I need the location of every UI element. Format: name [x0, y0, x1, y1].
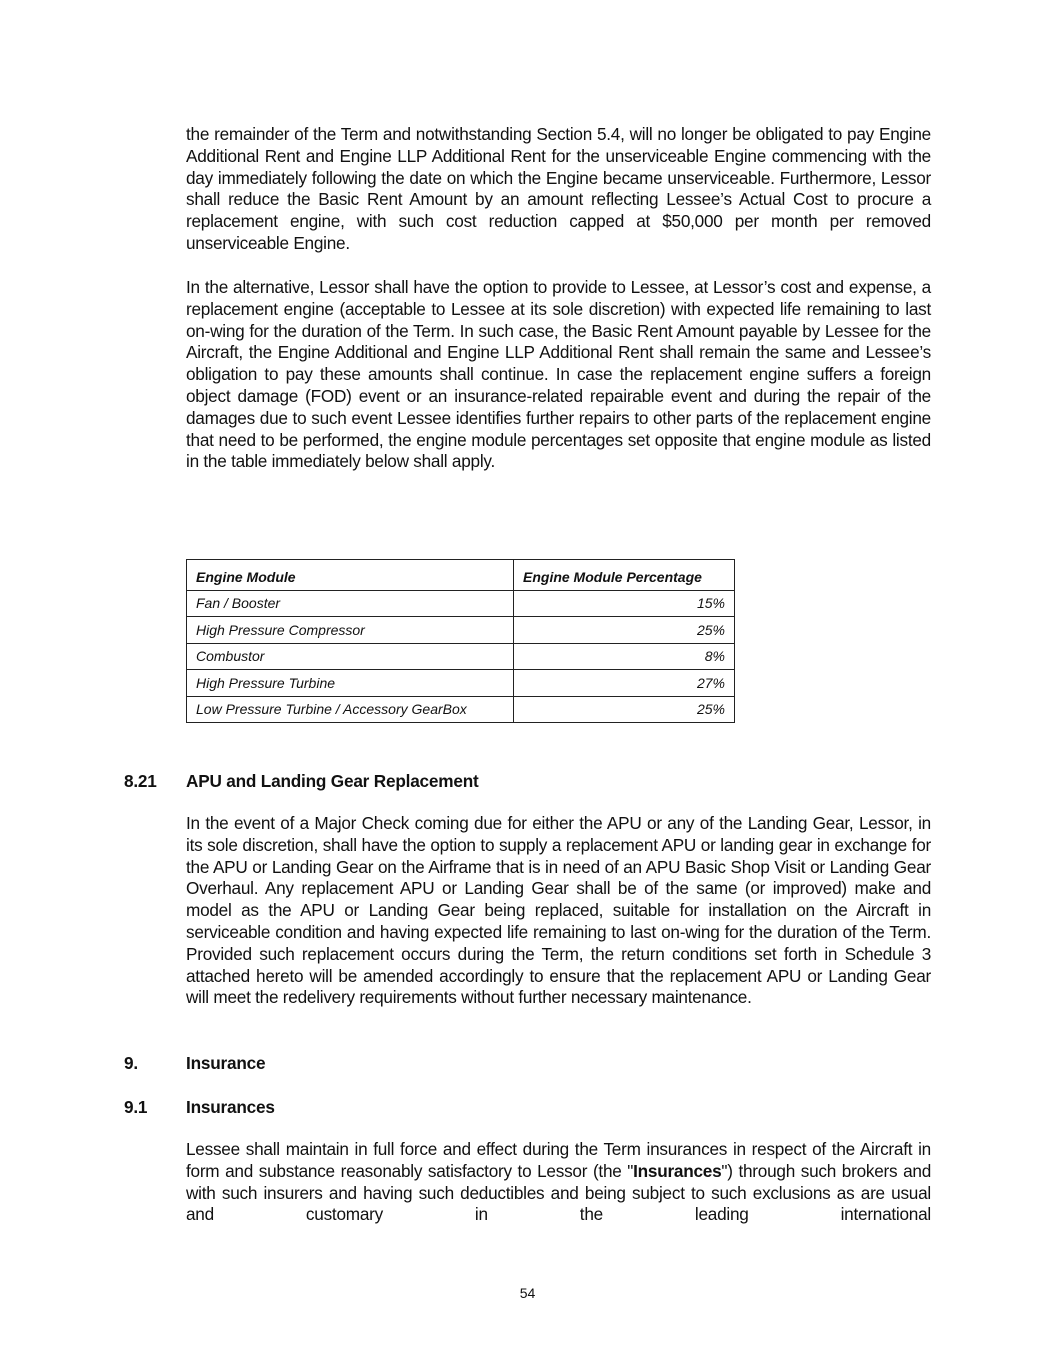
- insurances-text-start: Lessee shall maintain in full force and effect during the Term insurances in respect of the Aircraft in form and substance reasonably satisfactory to Lessor (the ": [186, 1139, 931, 1181]
- table-row: [187, 643, 735, 670]
- module-name-cell: Fan / Booster: [187, 590, 514, 617]
- module-name-cell: High Pressure Turbine: [187, 670, 514, 697]
- table-header-row: [187, 560, 735, 591]
- paragraph-engine-rent-reduction: the remainder of the Term and notwithstanding Section 5.4, will no longer be obligated to pay Engine Additional Rent and Engine LLP Additional Rent for the unserviceable Engine commencing with the day immediately following the date on which the Engine became unserviceable. Furthermore, Lessor shall reduce the Basic Rent Amount by an amount reflecting Lessee’s Actual Cost to procure a replacement engine, with such cost reduction capped at $50,000 per month per removed unserviceable Engine.: [186, 124, 931, 253]
- table-row: [187, 696, 735, 723]
- paragraph-insurances: [186, 1139, 931, 1226]
- module-percentage-cell: 25%: [514, 617, 735, 644]
- table-row: [187, 670, 735, 697]
- engine-module-percentage-table: [186, 559, 735, 723]
- module-percentage-cell: 25%: [514, 696, 735, 723]
- section-heading-8-21: [124, 770, 479, 792]
- module-percentage-cell: 15%: [514, 590, 735, 617]
- section-title: APU and Landing Gear Replacement: [186, 771, 479, 791]
- module-percentage-cell: 8%: [514, 643, 735, 670]
- section-number: 8.21: [124, 771, 157, 791]
- section-title: Insurances: [186, 1097, 275, 1117]
- section-title: Insurance: [186, 1053, 266, 1073]
- table-row: [187, 590, 735, 617]
- insurances-text-end: ") through such brokers and with such insurers and having such deductibles and being subject to such exclusions as are usual and customary in the leading international: [186, 1160, 932, 1225]
- section-heading-9-1: [124, 1096, 275, 1118]
- page-number: 54: [519, 1285, 536, 1301]
- module-name-cell: Low Pressure Turbine / Accessory GearBox: [187, 696, 514, 723]
- paragraph-replacement-engine-alternative: In the alternative, Lessor shall have the option to provide to Lessee, at Lessor’s cost and expense, a replacement engine (acceptable to Lessee at its sole discretion) with expected life remaining to last on-wing for the duration of the Term. In such case, the Basic Rent Amount payable by Lessee for the Aircraft, the Engine Additional and Engine LLP Additional Rent shall remain the same and Lessee’s obligation to pay these amounts shall continue. In case the replacement engine suffers a foreign object damage (FOD) event or an insurance-related repairable event and during the repair of the damages due to such event Lessee identifies further repairs to other parts of the replacement engine that need to be performed, the engine module percentages set opposite that engine module as listed in the table immediately below shall apply.: [186, 277, 931, 472]
- module-name-cell: High Pressure Compressor: [187, 617, 514, 644]
- column-header-percentage: Engine Module Percentage: [514, 560, 735, 591]
- table-row: [187, 617, 735, 644]
- module-name-cell: Combustor: [187, 643, 514, 670]
- paragraph-apu-landing-gear: In the event of a Major Check coming due for either the APU or any of the Landing Gear, Lessor, in its sole discretion, shall have the option to supply a replacement APU or landing gear in exchange for the APU or Landing Gear on the Airframe that is in need of an APU Basic Shop Visit or Landing Gear Overhaul. Any replacement APU or Landing Gear shall be of the same (or improved) make and model as the APU or Landing Gear being replaced, suitable for installation on the Aircraft in serviceable condition and having expected life remaining to last on-wing for the duration of the Term. Provided such replacement occurs during the Term, the return conditions set forth in Schedule 3 attached hereto will be amended accordingly to ensure that the replacement APU or Landing Gear will meet the redelivery requirements without further necessary maintenance.: [186, 813, 931, 1008]
- column-header-engine-module: Engine Module: [187, 560, 514, 591]
- module-percentage-cell: 27%: [514, 670, 735, 697]
- defined-term-insurances: Insurances: [633, 1160, 722, 1181]
- section-number: 9.1: [124, 1097, 148, 1117]
- section-heading-9: [124, 1052, 265, 1074]
- section-number: 9.: [124, 1053, 138, 1073]
